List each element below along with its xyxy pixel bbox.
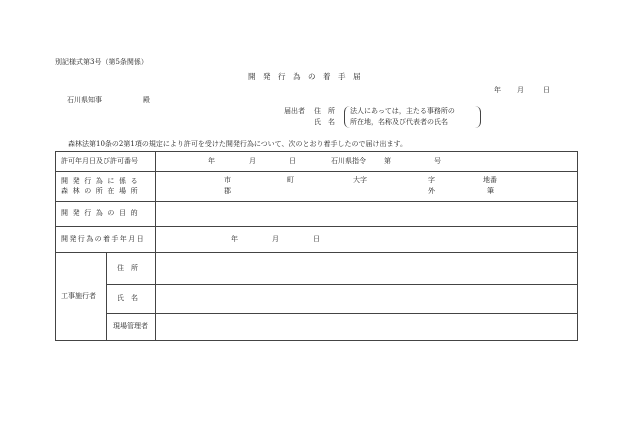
permit-label: 許可年月日及び許可番号 <box>56 152 156 172</box>
site-manager-field[interactable] <box>156 313 578 340</box>
contractor-address-row <box>56 252 578 284</box>
location-chiban-unit: 地番 <box>483 175 497 184</box>
site-manager-label: 現場管理者 <box>107 313 156 340</box>
forest-location-field[interactable] <box>156 171 578 201</box>
applicant-label: 届出者 <box>284 107 305 115</box>
forest-location-label-line2: 森林の所在場所 <box>61 186 143 195</box>
start-day-unit: 日 <box>313 234 320 243</box>
submission-date <box>490 87 560 97</box>
start-month-unit: 月 <box>272 234 279 243</box>
contractor-address-label: 住 所 <box>107 252 156 284</box>
permit-authority: 石川県指令 <box>331 157 366 165</box>
purpose-label: 開発行為の目的 <box>56 201 156 226</box>
purpose-field[interactable] <box>156 201 578 226</box>
applicant-note-line1: 法人にあっては，主たる事務所の <box>350 107 455 115</box>
location-aza-unit: 字 <box>428 175 435 184</box>
contractor-name-row <box>56 284 578 313</box>
notification-form-table <box>55 151 578 341</box>
applicant-address-label: 住 所 <box>314 107 335 115</box>
addressee-honorific: 殿 <box>143 96 150 104</box>
site-manager-row <box>56 313 578 340</box>
date-year-label: 年 <box>494 86 501 94</box>
contractor-name-field[interactable] <box>156 284 578 313</box>
location-oaza-unit: 大字 <box>353 175 367 184</box>
location-town-unit: 町 <box>287 175 294 184</box>
date-month-label: 月 <box>517 86 524 94</box>
permit-year-unit: 年 <box>208 157 215 165</box>
start-year-unit: 年 <box>231 234 238 243</box>
start-date-row <box>56 226 578 252</box>
location-gun-unit: 郡 <box>224 186 231 195</box>
permit-row <box>56 152 578 172</box>
form-id: 別記様式第3号（第5条関係） <box>55 58 148 66</box>
purpose-row <box>56 201 578 226</box>
permit-month-unit: 月 <box>249 157 256 165</box>
permit-day-unit: 日 <box>289 157 296 165</box>
forest-location-row <box>56 171 578 201</box>
date-day-label: 日 <box>543 86 550 94</box>
location-count-unit: 筆 <box>487 186 494 195</box>
location-outside-unit: 外 <box>428 186 435 195</box>
contractor-name-label: 氏 名 <box>107 284 156 313</box>
permit-value-field[interactable] <box>156 152 578 172</box>
permit-number-suffix: 号 <box>434 157 441 165</box>
document-title: 開 発 行 為 の 着 手 届 <box>248 72 361 81</box>
contractor-label: 工事施行者 <box>56 252 107 340</box>
forest-location-label <box>56 171 156 201</box>
applicant-note-line2: 所在地，名称及び代表者の氏名 <box>350 118 448 126</box>
statement-text: 森林法第10条の2第1項の規定により許可を受けた開発行為について、次のとおり着手したので届け出ます。 <box>68 140 407 148</box>
addressee-name: 石川県知事 <box>67 96 102 104</box>
location-city-unit: 市 <box>224 175 231 184</box>
contractor-address-field[interactable] <box>156 252 578 284</box>
forest-location-label-line1: 開発行為に係る <box>61 176 143 185</box>
permit-number-prefix: 第 <box>384 157 391 165</box>
start-date-field[interactable] <box>156 226 578 252</box>
start-date-label: 開発行為の着手年月日 <box>56 226 156 252</box>
applicant-name-label: 氏 名 <box>314 118 335 126</box>
